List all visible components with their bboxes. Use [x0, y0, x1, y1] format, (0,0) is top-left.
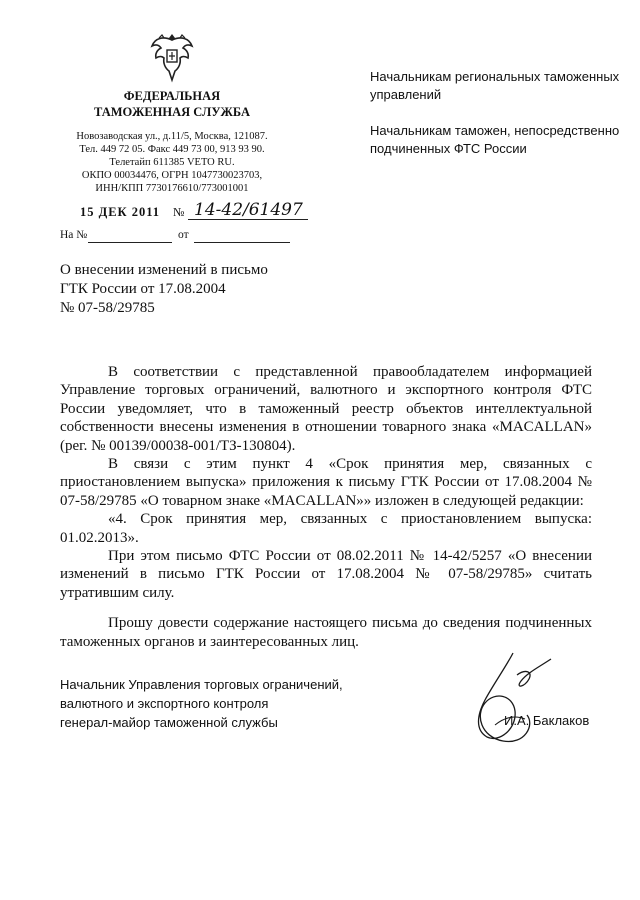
recipient: Начальникам региональных таможенных управлений [370, 69, 620, 102]
address-line: Телетайп 611385 VETO RU. [109, 157, 235, 168]
recipient: Начальникам таможен, непосредственно подчиненных ФТС России [370, 123, 620, 156]
body-paragraph: «4. Срок принятия мер, связанных с приостановлением выпуска: 01.02.2013». [60, 511, 592, 546]
registration-underline [188, 219, 308, 220]
sender-address-block [50, 130, 294, 195]
org-line-1: ФЕДЕРАЛЬНАЯ [123, 89, 221, 103]
registration-line [60, 202, 310, 222]
subject-line: ГТК России от 17.08.2004 [60, 281, 226, 297]
signer-title-line: Начальник Управления торговых ограничений, [60, 677, 343, 692]
reference-line [60, 229, 300, 247]
address-line: ОКПО 00034476, ОГРН 1047730023703, [81, 170, 263, 181]
signer-title [60, 675, 400, 732]
registration-date: 15 ДЕК 2011 [80, 205, 161, 219]
emblem-icon [149, 30, 195, 84]
reference-date-label: от [178, 229, 189, 241]
body-paragraph: В связи с этим пункт 4 «Срок принятия мер, связанных с приостановлением выпуска» приложения к письму ГТК России от 17.08.2004 № 07-58/29785 «О товарном знаке «MACALLAN»» изложен в следующей редакции: [60, 456, 592, 509]
org-line-2: ТАМОЖЕННАЯ СЛУЖБА [94, 105, 250, 119]
registration-number: 14-42/61497 [194, 200, 303, 220]
body-paragraph: В соответствии с представленной правообладателем информацией Управление торговых ограничений, валютного и экспортного контроля ФТС России уведомляет, что в таможенный реестр объектов интеллектуальной собственности внесены изменения в отношении товарного знака «MACALLAN» (рег. № 00139/00038-001/ТЗ-130804). [60, 364, 592, 454]
letter-body [60, 363, 592, 651]
address-line: Тел. 449 72 05. Факс 449 73 00, 913 93 90. [79, 144, 265, 155]
address-line: ИНН/КПП 7730176610/773001001 [95, 183, 249, 194]
signer-title-line: генерал-майор таможенной службы [60, 715, 278, 730]
reference-number-label: На № [60, 229, 88, 241]
reference-number-blank [88, 242, 172, 243]
handwritten-signature [455, 645, 565, 755]
body-paragraph: Прошу довести содержание настоящего письма до сведения подчиненных таможенных органов и заинтересованных лиц. [60, 615, 592, 650]
registration-number-label: № [173, 205, 185, 219]
letter-subject [60, 261, 360, 318]
signer-name: И.А. Баклаков [504, 713, 590, 728]
reference-date-blank [194, 242, 290, 243]
subject-line: О внесении изменений в письмо [60, 262, 268, 278]
address-line: Новозаводская ул., д.11/5, Москва, 121087. [76, 131, 268, 142]
recipients-block [370, 68, 620, 176]
organization-name [50, 88, 294, 120]
signer-title-line: валютного и экспортного контроля [60, 696, 269, 711]
body-paragraph: При этом письмо ФТС России от 08.02.2011 № 14-42/5257 «О внесении изменений в письмо ГТК России от 17.08.2004 № 07-58/29785» считать утратившим силу. [60, 548, 592, 601]
subject-line: № 07-58/29785 [60, 300, 155, 316]
